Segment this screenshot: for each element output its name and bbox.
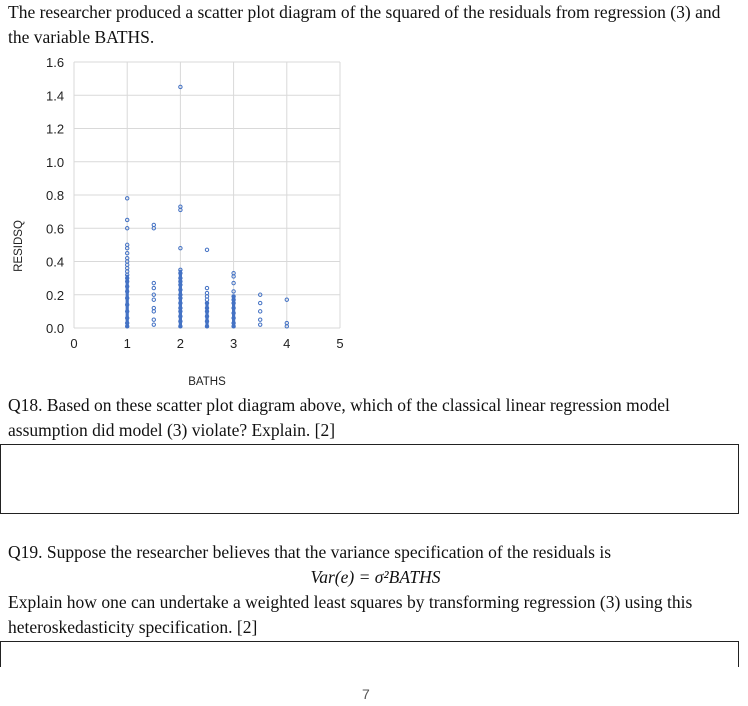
y-tick-label: 0.2 [46, 287, 65, 303]
intro-paragraph: The researcher produced a scatter plot diagram of the squared of the residuals from regression (3) and the variable BATHS. [8, 2, 721, 47]
x-tick-label: 5 [336, 336, 344, 351]
x-tick-labels [70, 336, 343, 351]
dense-point-cluster [126, 275, 129, 328]
data-point [152, 286, 155, 289]
data-point [152, 323, 155, 326]
x-axis-label: BATHS [188, 376, 226, 388]
y-tick-label: 0.8 [46, 188, 65, 203]
dense-point-cluster [179, 270, 182, 328]
y-axis-label: RESIDSQ [13, 220, 25, 272]
x-tick-label: 1 [123, 336, 131, 351]
data-point [259, 318, 262, 321]
data-point [152, 281, 155, 284]
data-point [152, 318, 155, 321]
y-tick-labels [46, 55, 64, 336]
data-point [205, 248, 208, 251]
y-tick-label: 0.6 [46, 221, 65, 237]
x-tick-label: 0 [70, 336, 78, 351]
question-19-text-before: Q19. Suppose the researcher believes that the variance specification of the residuals is [8, 542, 612, 562]
grid-lines [74, 62, 340, 328]
answer-box-q19[interactable] [0, 641, 739, 667]
question-19-text-after: Explain how one can undertake a weighted least squares by transforming regression (3) using this heteroskedasticity specification. [2] [8, 592, 693, 637]
y-tick-label: 1.2 [46, 121, 65, 137]
y-tick-label: 1.0 [46, 154, 65, 170]
data-points [126, 85, 289, 328]
page-number: 7 [362, 686, 370, 702]
x-tick-label: 4 [283, 336, 291, 351]
data-point [152, 298, 155, 301]
dense-point-cluster [205, 301, 208, 328]
variance-equation: Var(e) = σ²BATHS [310, 567, 441, 587]
question-18-text: Q18. Based on these scatter plot diagram above, which of the classical linear regression model assumption did model (3) violate? Explain. [2] [8, 395, 670, 440]
data-point [259, 310, 262, 313]
x-tick-label: 2 [176, 336, 185, 351]
dense-point-cluster [232, 295, 235, 328]
y-tick-label: 1.4 [46, 88, 65, 104]
question-19 [8, 540, 743, 640]
data-point [259, 301, 262, 304]
data-point [259, 323, 262, 326]
y-tick-label: 1.6 [46, 55, 65, 70]
scatter-plot [0, 48, 360, 393]
y-tick-label: 0.4 [46, 254, 65, 270]
data-point [205, 286, 208, 289]
y-tick-label: 0.0 [46, 321, 65, 336]
answer-box-q18[interactable] [0, 444, 739, 514]
x-tick-label: 3 [229, 336, 238, 351]
question-18 [8, 393, 738, 443]
